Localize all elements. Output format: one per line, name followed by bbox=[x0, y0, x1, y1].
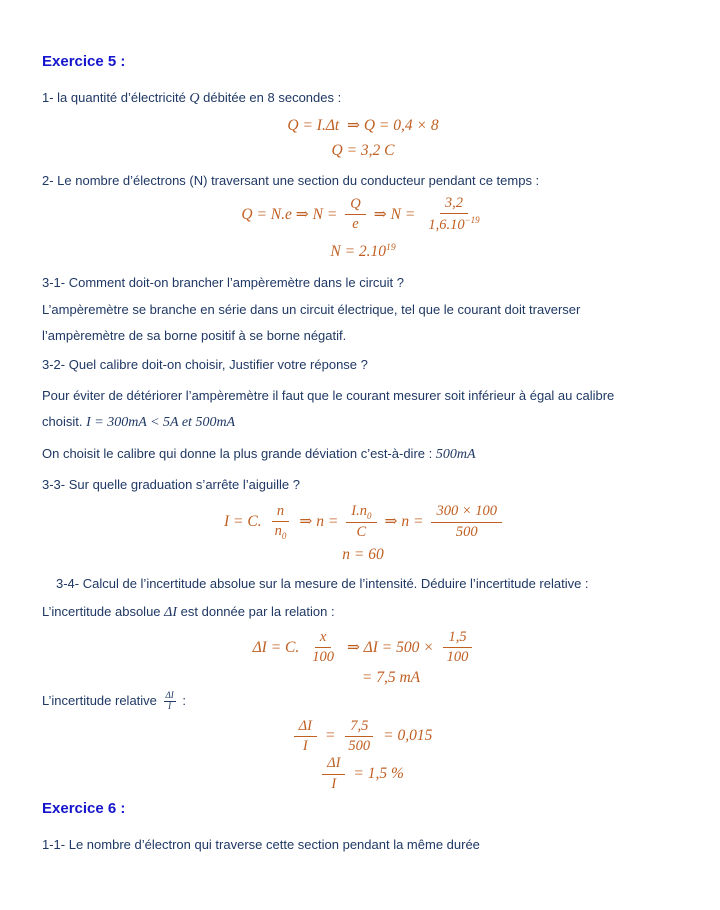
answer-3-2b bbox=[42, 444, 684, 465]
fraction-numerator: n bbox=[272, 503, 289, 522]
fraction-denominator: 100 bbox=[312, 649, 335, 666]
fraction-numerator: 1,5 bbox=[443, 629, 471, 648]
math-text: n = 60 bbox=[342, 545, 384, 563]
numerator-subscript: 0 bbox=[367, 510, 372, 521]
question-3-3: 3-3- Sur quelle graduation s’arrête l’aiguille ? bbox=[42, 476, 300, 492]
answer-text: L’incertitude relative bbox=[42, 692, 161, 708]
inline-math-500ma: 500mA bbox=[435, 446, 476, 462]
fraction-denominator: 100 bbox=[446, 649, 469, 666]
equation-uncertainty-result bbox=[42, 667, 684, 689]
equation-relative-percent bbox=[42, 755, 684, 793]
exercise6-title: Exercice 6 : bbox=[42, 800, 126, 818]
fraction-numerator: 3,2 bbox=[440, 195, 468, 214]
inline-math-q: Q bbox=[189, 91, 200, 106]
fraction-denominator: C bbox=[356, 524, 367, 541]
math-text: ⇒ ΔI = 500 × bbox=[347, 638, 434, 656]
fraction-n-over-n0 bbox=[270, 503, 292, 542]
equation-charge-result bbox=[42, 140, 684, 162]
inline-math-delta-i: ΔI bbox=[164, 604, 178, 620]
math-text: = 0,015 bbox=[383, 727, 433, 745]
math-text: = 1,5 % bbox=[353, 765, 404, 783]
result-exponent: 19 bbox=[386, 241, 396, 253]
fraction-numerator: 300 × 100 bbox=[431, 503, 502, 522]
fraction-numerator: ΔI bbox=[294, 718, 317, 737]
math-text: ΔI = C. bbox=[252, 638, 300, 656]
denominator-base: 1,6.10 bbox=[428, 217, 465, 234]
answer-line: Pour éviter de détériorer l’ampèremètre il faut que le courant mesurer soit inférieur à égal au calibre bbox=[42, 387, 615, 403]
answer-tail: : bbox=[178, 692, 187, 708]
fraction-numerator: ΔI bbox=[165, 689, 174, 700]
math-text: = bbox=[324, 727, 336, 745]
math-text: Q = I.Δt ⇒ Q = 0,4 × 8 bbox=[287, 117, 439, 134]
equation-uncertainty bbox=[42, 629, 684, 667]
question-1-1: 1-1- Le nombre d’électron qui traverse cette section pendant la même durée bbox=[42, 837, 480, 853]
denominator-subscript: 0 bbox=[281, 531, 287, 542]
fraction-x-over-100 bbox=[307, 629, 339, 667]
fraction-numeric bbox=[442, 629, 474, 667]
answer-relative-intro bbox=[42, 691, 684, 712]
question-1-tail: débitée en 8 secondes : bbox=[199, 90, 342, 105]
math-text bbox=[330, 237, 395, 263]
fraction-numerator: Q bbox=[345, 196, 365, 215]
denominator-exponent: −19 bbox=[464, 215, 480, 226]
math-text: ⇒ n = bbox=[299, 513, 339, 531]
math-text: = 7,5 mA bbox=[361, 668, 421, 686]
denominator-base: n bbox=[274, 523, 282, 540]
answer-tail: est donnée par la relation : bbox=[177, 603, 335, 619]
fraction-in0-over-c bbox=[346, 503, 376, 542]
question-1 bbox=[42, 88, 684, 109]
result-base: N = 2.10 bbox=[330, 242, 387, 260]
answer-text: On choisit le calibre qui donne la plus grande déviation c’est-à-dire : bbox=[42, 445, 436, 461]
fraction-di-over-i bbox=[294, 718, 317, 756]
equation-graduation-result bbox=[42, 544, 684, 566]
math-text: ⇒ n = bbox=[384, 513, 424, 531]
answer-line bbox=[42, 414, 235, 429]
question-1-text: 1- la quantité d’électricité bbox=[42, 90, 190, 105]
question-2: 2- Le nombre d’électrons (N) traversant une section du conducteur pendant ce temps : bbox=[42, 173, 540, 188]
fraction-numerator: 7,5 bbox=[345, 718, 373, 737]
fraction-denominator: I bbox=[331, 775, 337, 792]
exercise5-title: Exercice 5 : bbox=[42, 53, 126, 70]
question-3-2: 3-2- Quel calibre doit-on choisir, Justifier votre réponse ? bbox=[42, 356, 368, 372]
fraction-di-over-i bbox=[322, 755, 345, 793]
equation-electrons bbox=[42, 195, 684, 235]
math-text: ⇒ N = bbox=[373, 205, 416, 223]
fraction-numerator: ΔI bbox=[322, 755, 345, 774]
fraction-denominator: e bbox=[352, 216, 359, 233]
answer-line: L’ampèremètre se branche en série dans un circuit électrique, tel que le courant doit traverser bbox=[42, 301, 581, 317]
equation-charge-line1 bbox=[42, 115, 684, 137]
numerator-base: I.n bbox=[351, 502, 367, 519]
math-text: Q = 3,2 C bbox=[331, 142, 395, 159]
fraction-numeric bbox=[343, 718, 375, 756]
answer-3-2 bbox=[42, 383, 684, 436]
fraction-denominator: 500 bbox=[455, 523, 478, 540]
fraction-denominator bbox=[423, 214, 484, 234]
answer-3-4-intro bbox=[42, 602, 684, 623]
answer-3-1 bbox=[42, 297, 684, 349]
inline-math-calibre: I = 300mA < 5A et 500mA bbox=[86, 414, 236, 430]
fraction-numeric bbox=[423, 195, 484, 235]
question-3-1: 3-1- Comment doit-on brancher l’ampèremètre dans le circuit ? bbox=[42, 274, 404, 290]
fraction-numeric bbox=[431, 503, 502, 541]
fraction-denominator bbox=[270, 522, 292, 542]
answer-text: L’incertitude absolue bbox=[42, 603, 165, 619]
equation-graduation bbox=[42, 503, 684, 542]
inline-fraction-di-over-i bbox=[164, 691, 176, 712]
fraction-numerator: x bbox=[315, 629, 331, 648]
answer-text: choisit. bbox=[42, 413, 87, 429]
equation-relative-uncertainty bbox=[42, 718, 684, 756]
fraction-denominator: I bbox=[302, 737, 308, 754]
fraction-denominator: I bbox=[168, 700, 172, 711]
fraction-numerator bbox=[346, 503, 376, 524]
equation-electrons-result bbox=[42, 237, 684, 263]
answer-line: l’ampèremètre de sa borne positif à se borne négatif. bbox=[42, 327, 347, 343]
math-text: Q = N.e ⇒ N = bbox=[241, 205, 338, 223]
fraction-q-over-e bbox=[345, 196, 365, 234]
question-3-4: 3-4- Calcul de l’incertitude absolue sur la mesure de l’intensité. Déduire l’incertitude relative : bbox=[56, 575, 589, 591]
fraction-denominator: 500 bbox=[348, 737, 371, 754]
math-text: I = C. bbox=[223, 513, 262, 531]
